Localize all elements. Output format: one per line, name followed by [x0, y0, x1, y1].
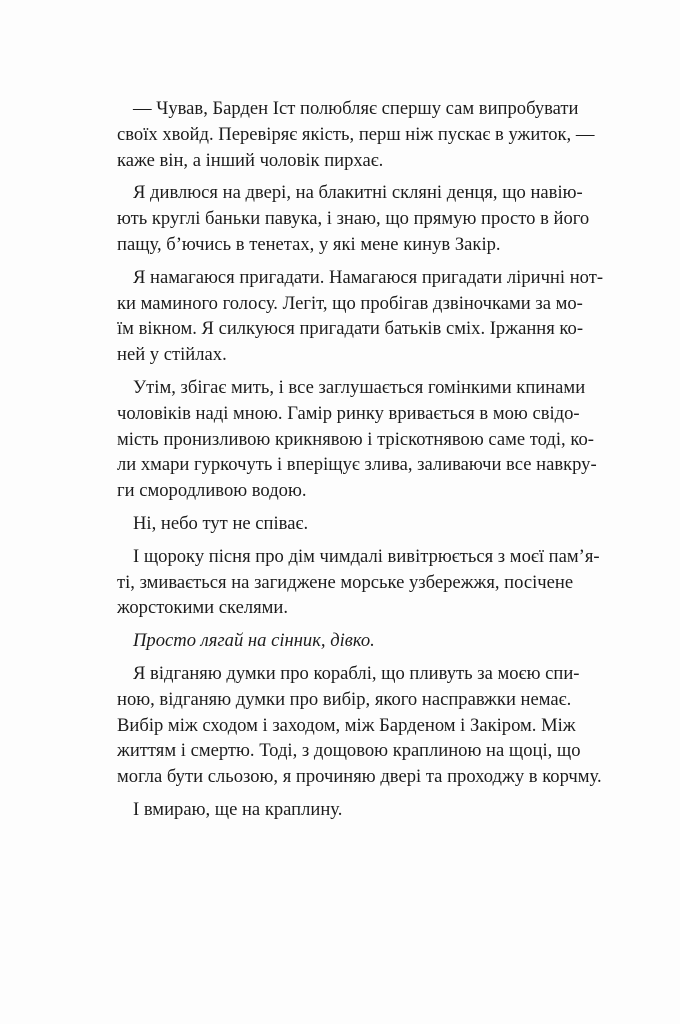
paragraph: [117, 180, 590, 257]
text-line: — Чував, Барден Іст полюбляє спершу сам випробувати: [133, 98, 579, 119]
text-line: ги смородливою водою.: [117, 480, 307, 502]
text-line: життям і смертю. Тоді, з дощовою краплиною на щоці, що: [117, 740, 581, 762]
text-line: Я дивлюся на двері, на блакитні скляні денця, що навію-: [133, 182, 583, 204]
paragraph: [117, 511, 562, 537]
paragraph: [117, 375, 597, 504]
paragraph: [117, 797, 562, 823]
italic-paragraph: [117, 628, 562, 654]
text-line: Вибір між сходом і заходом, між Барденом і Закіром. Між: [117, 714, 576, 736]
text-line: ною, відганяю думки про вибір, якого насправжки немає.: [117, 688, 572, 710]
paragraph: [117, 265, 604, 368]
text-line: Утім, збігає мить, і все заглушається гомінкими кпинами: [133, 376, 586, 398]
paragraph: [117, 661, 602, 790]
text-line: мість пронизливою крикнявою і тріскотнявою саме тоді, ко-: [117, 428, 594, 450]
text-line: ють круглі баньки павука, і знаю, що прямую просто в його: [117, 208, 590, 230]
text-line: І вмираю, ще на краплину.: [133, 798, 343, 820]
body-text: [117, 96, 604, 830]
text-line: чоловіків наді мною. Гамір ринку вривається в мою свідо-: [117, 402, 580, 424]
text-line: каже він, а інший чоловік пирхає.: [117, 149, 384, 171]
text-line: ней у стійлах.: [117, 344, 227, 366]
text-line: Я відганяю думки про кораблі, що пливуть за моєю спи-: [133, 662, 580, 684]
text-line: ки маминого голосу. Легіт, що пробігав дзвіночками за мо-: [117, 292, 583, 314]
text-line: ті, змивається на загиджене морське узбережжя, посічене: [117, 571, 574, 593]
text-line: Я намагаюся пригадати. Намагаюся пригадати ліричні нот-: [133, 266, 604, 288]
text-line: ли хмари гуркочуть і вперіщує злива, заливаючи все навкру-: [117, 454, 597, 476]
text-line: І щороку пісня про дім чимдалі вивітрюється з моєї пам’я-: [133, 545, 600, 567]
paragraph: [117, 96, 595, 173]
text-line: пащу, б’ючись в тенетах, у які мене кинув Закір.: [117, 233, 501, 255]
text-line: своїх хвойд. Перевіряє якість, перш ніж пускає в ужиток, —: [117, 123, 595, 145]
paragraph: [117, 544, 600, 621]
text-line: Просто лягай на сінник, дівко.: [133, 630, 375, 652]
text-line: їм вікном. Я силкуюся пригадати батьків сміх. Іржання ко-: [117, 318, 584, 340]
text-line: Ні, небо тут не співає.: [133, 512, 309, 534]
text-line: могла бути сльозою, я прочиняю двері та проходжу в корчму.: [117, 766, 602, 788]
text-line: жорстокими скелями.: [117, 597, 289, 619]
